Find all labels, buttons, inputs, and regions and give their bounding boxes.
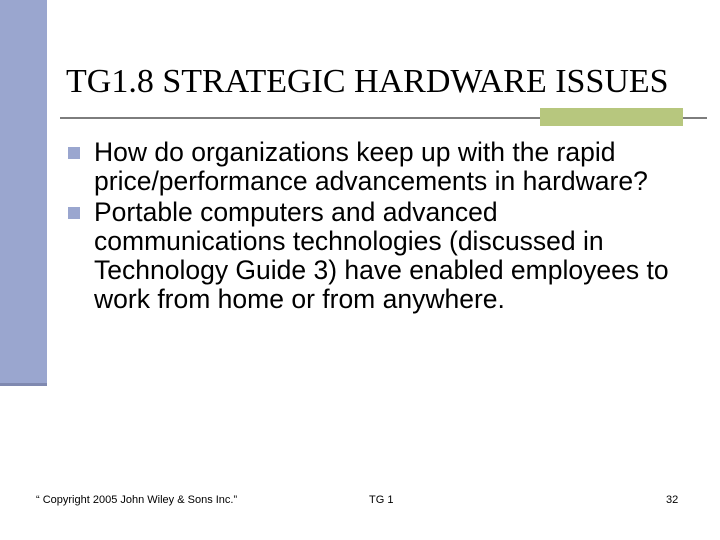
page-number: 32	[666, 494, 679, 506]
bullet-text: Portable computers and advanced communications technologies (discussed in Technology Guide 3) have enabled employees to work from home or from anywhere.	[94, 197, 669, 314]
slide-title: TG1.8 STRATEGIC HARDWARE ISSUES	[66, 63, 669, 100]
bullet-item	[66, 198, 686, 314]
bullet-item	[66, 138, 686, 196]
left-decorative-bar	[0, 0, 47, 383]
left-bar-shadow	[0, 383, 47, 386]
square-bullet-icon	[68, 147, 80, 159]
bullet-text: How do organizations keep up with the rapid price/performance advancements in hardware?	[94, 137, 648, 196]
footer-copyright: “ Copyright 2005 John Wiley & Sons Inc.”	[36, 494, 238, 506]
footer-section-label: TG 1	[369, 494, 394, 506]
square-bullet-icon	[68, 207, 80, 219]
accent-block	[540, 108, 683, 126]
bullet-list	[66, 138, 686, 316]
